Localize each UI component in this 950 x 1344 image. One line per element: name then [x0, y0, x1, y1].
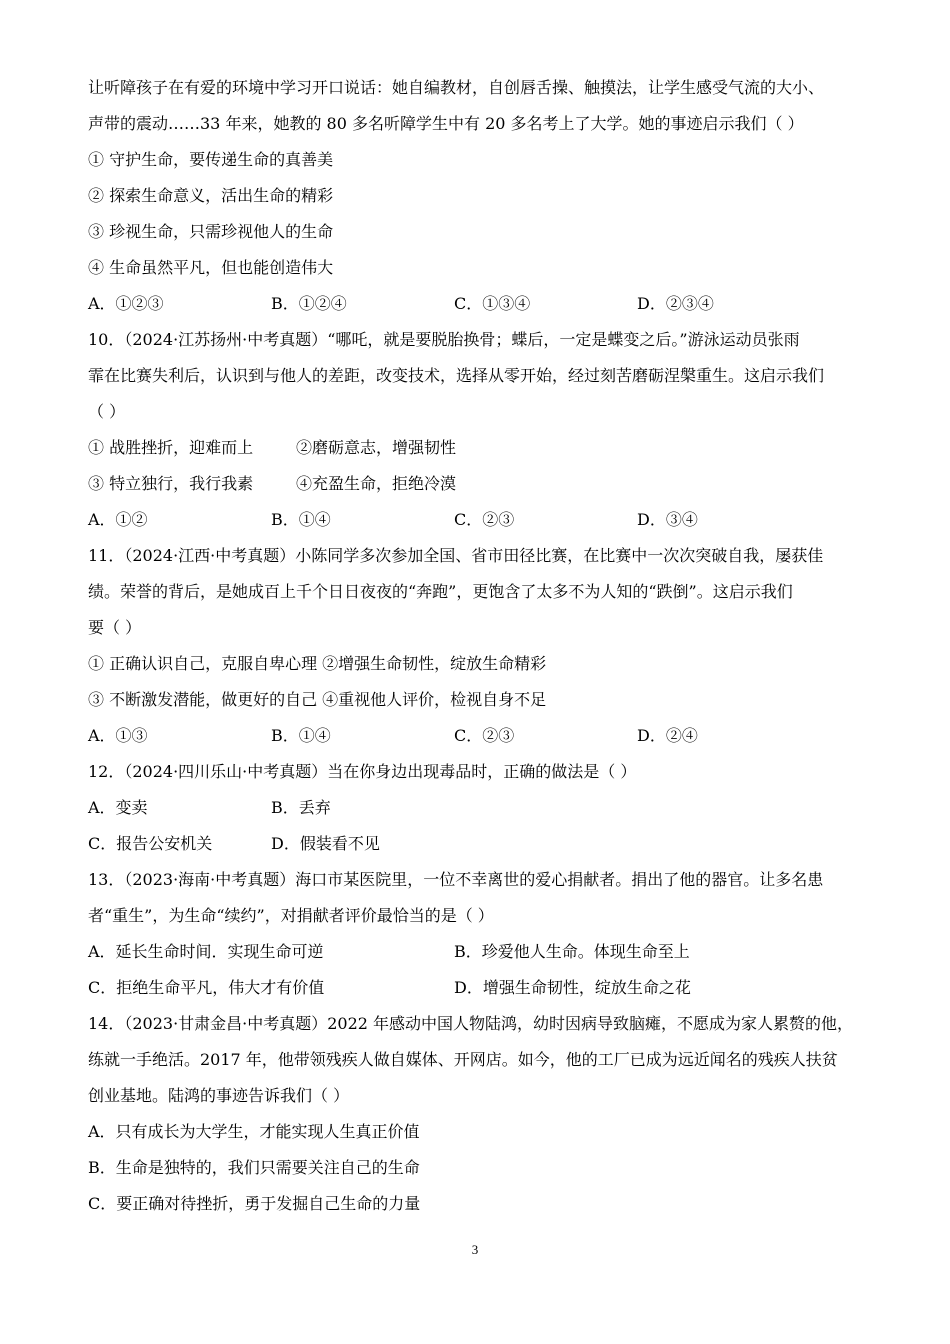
- question-stem-line: 创业基地。陆鸿的事迹告诉我们（ ）: [88, 1086, 350, 1105]
- statement-item: ① 战胜挫折，迎难而上: [88, 438, 254, 457]
- option-c: C．②③: [454, 510, 515, 529]
- option-d: D．②④: [637, 726, 698, 745]
- statement-row: [88, 430, 864, 466]
- option-b: B．生命是独特的，我们只需要关注自己的生命: [88, 1158, 420, 1177]
- question-14: [88, 1006, 864, 1222]
- option-d: D．增强生命韧性，绽放生命之花: [454, 978, 691, 997]
- answer-options: [88, 934, 864, 970]
- question-stem-line: （ ）: [88, 402, 126, 421]
- statement-item: ③ 珍视生命，只需珍视他人的生命: [88, 222, 334, 241]
- option-a: A．变卖: [88, 798, 148, 817]
- question-13: [88, 862, 864, 1006]
- answer-options: [88, 502, 864, 538]
- question-stem-line: 11．（2024·江西·中考真题）小陈同学多次参加全国、省市田径比赛，在比赛中一次次突破自我，屡获佳: [88, 546, 824, 565]
- statement-item: ③ 特立独行，我行我素: [88, 474, 254, 493]
- statement-row: [88, 466, 864, 502]
- option-a: A．①②: [88, 510, 148, 529]
- option-b: B．①④: [271, 726, 331, 745]
- statement-item: ②磨砺意志，增强韧性: [296, 438, 457, 457]
- answer-options: [88, 826, 864, 862]
- answer-options: [88, 718, 864, 754]
- option-d: D．假装看不见: [271, 834, 380, 853]
- option-c: C．报告公安机关: [88, 834, 213, 853]
- option-b: B．①④: [271, 510, 331, 529]
- question-stem-line: 练就一手绝活。2017 年，他带领残疾人做自媒体、开网店。如今，他的工厂已成为远近闻名的残疾人扶贫: [88, 1050, 838, 1069]
- option-c: C．②③: [454, 726, 515, 745]
- question-12: [88, 754, 864, 862]
- question-10: [88, 322, 864, 538]
- option-a: A．只有成长为大学生，才能实现人生真正价值: [88, 1122, 420, 1141]
- question-stem-line: 13．（2023·海南·中考真题）海口市某医院里，一位不幸离世的爱心捐献者。捐出了他的器官。让多名患: [88, 870, 824, 889]
- option-d: D．③④: [637, 510, 698, 529]
- question-stem-line: 要（ ）: [88, 618, 142, 637]
- answer-options: [88, 286, 864, 322]
- option-c: C．要正确对待挫折，勇于发掘自己生命的力量: [88, 1194, 421, 1213]
- statement-item: ① 正确认识自己，克服自卑心理 ②增强生命韧性，绽放生命精彩: [88, 654, 547, 673]
- page-number: 3: [471, 1242, 479, 1257]
- statement-item: ④ 生命虽然平凡，但也能创造伟大: [88, 258, 334, 277]
- option-a: A．①②③: [88, 294, 164, 313]
- question-stem-line: 14．（2023·甘肃金昌·中考真题）2022 年感动中国人物陆鸿，幼时因病导致脑瘫，不愿成为家人累赘的他，: [88, 1014, 854, 1033]
- option-a: A．①③: [88, 726, 148, 745]
- question-stem-line: 12．（2024·四川乐山·中考真题）当在你身边出现毒品时，正确的做法是（ ）: [88, 762, 637, 781]
- question-stem-line: 绩。荣誉的背后，是她成百上千个日日夜夜的“奔跑”，更饱含了太多不为人知的“跌倒”。这启示我们: [88, 582, 793, 601]
- question-stem-line: 者“重生”，为生命“续约”，对捐献者评价最恰当的是（ ）: [88, 906, 494, 925]
- statement-item: ② 探索生命意义，活出生命的精彩: [88, 186, 334, 205]
- statement-item: ① 守护生命，要传递生命的真善美: [88, 150, 334, 169]
- answer-options: [88, 790, 864, 826]
- option-b: B．珍爱他人生命。体现生命至上: [454, 942, 690, 961]
- option-b: B．丢弃: [271, 798, 331, 817]
- question-11: [88, 538, 864, 754]
- question-stem-line: 声带的震动……33 年来，她教的 80 多名听障学生中有 20 多名考上了大学。她的事迹启示我们（ ）: [88, 114, 804, 133]
- option-d: D．②③④: [637, 294, 714, 313]
- answer-options: [88, 970, 864, 1006]
- statement-item: ④充盈生命，拒绝冷漠: [296, 474, 457, 493]
- option-c: C．拒绝生命平凡，伟大才有价值: [88, 978, 325, 997]
- question-stem-line: 霏在比赛失利后，认识到与他人的差距，改变技术，选择从零开始，经过刻苦磨砺涅槃重生。这启示我们: [88, 366, 825, 385]
- option-c: C．①③④: [454, 294, 531, 313]
- question-9: [88, 70, 864, 322]
- option-a: A．延长生命时间．实现生命可逆: [88, 942, 324, 961]
- statement-item: ③ 不断激发潜能，做更好的自己 ④重视他人评价，检视自身不足: [88, 690, 547, 709]
- question-stem-line: 10．（2024·江苏扬州·中考真题）“哪吒，就是要脱胎换骨；蝶后，一定是蝶变之后。”游泳运动员张雨: [88, 330, 800, 349]
- option-b: B．①②④: [271, 294, 347, 313]
- question-stem-line: 让听障孩子在有爱的环境中学习开口说话：她自编教材，自创唇舌操、触摸法，让学生感受气流的大小、: [88, 78, 825, 97]
